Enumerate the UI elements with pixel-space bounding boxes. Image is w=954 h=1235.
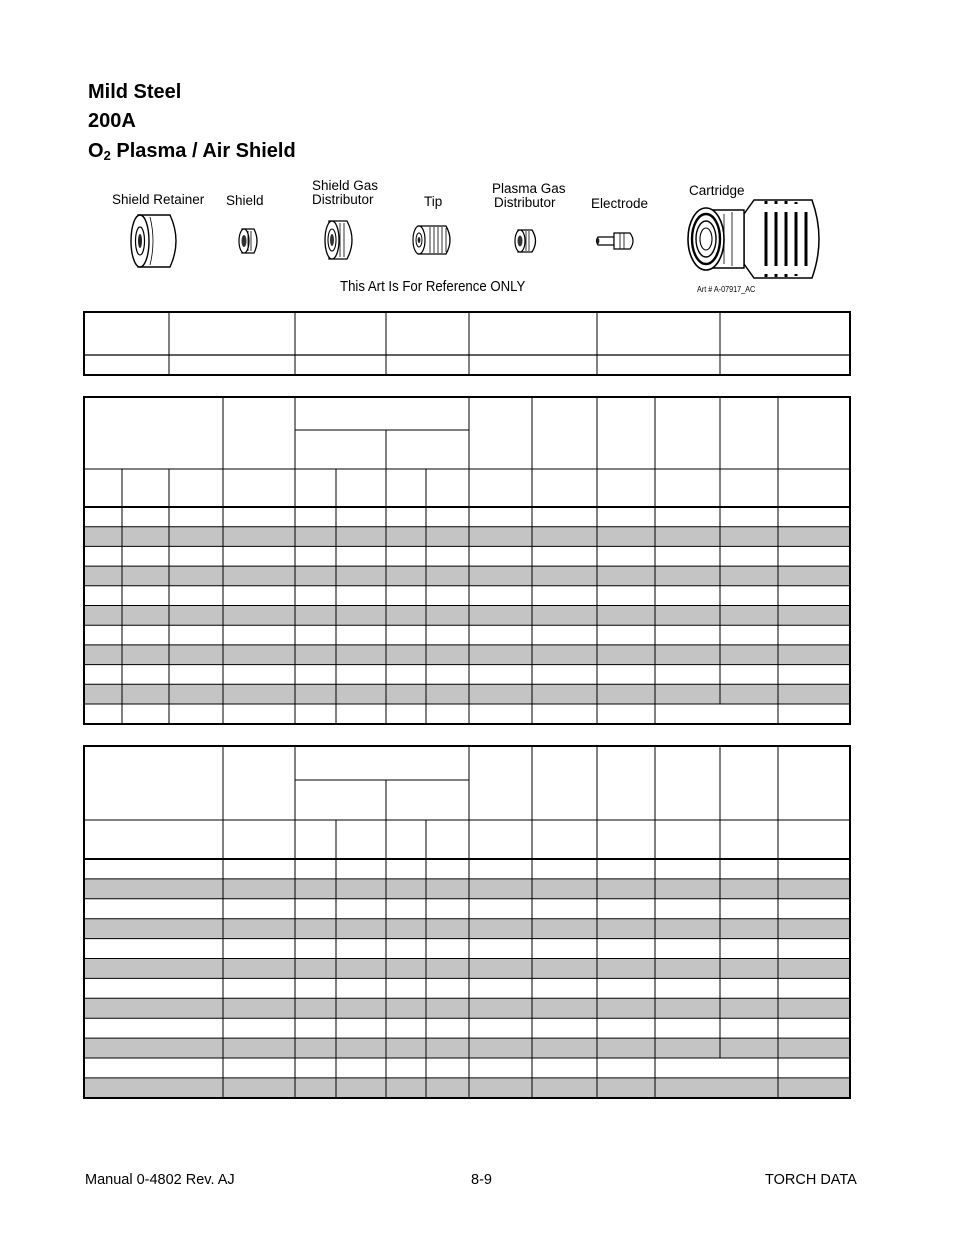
- cut-chart-metric-shaded-row: [84, 645, 850, 665]
- label-cartridge: Cartridge: [689, 183, 745, 198]
- cut-chart-metric-shaded-row: [84, 606, 850, 626]
- label-tip: Tip: [424, 194, 443, 209]
- label-shield-gas-distributor-line1: Shield Gas: [312, 178, 379, 193]
- label-electrode: Electrode: [591, 196, 649, 211]
- cut-chart-metric-shaded-row: [84, 566, 850, 586]
- label-plasma-gas-distributor-line2: Distributor: [494, 195, 556, 210]
- art-number: Art # A-07917_AC: [697, 284, 756, 294]
- cut-chart-metric-shaded-row: [84, 527, 850, 547]
- cut-chart-metric-border: [84, 397, 850, 724]
- label-shield: Shield: [226, 193, 264, 208]
- cut-chart-imperial-shaded-row: [84, 879, 850, 899]
- cut-chart-imperial-shaded-row: [84, 1038, 850, 1058]
- title-amperage: 200A: [88, 110, 136, 132]
- cut-chart-imperial-shaded-row: [84, 1078, 850, 1098]
- label-shield-retainer: Shield Retainer: [112, 192, 205, 207]
- parts-table-border: [84, 312, 850, 375]
- footer-section-title: TORCH DATA: [765, 1172, 857, 1188]
- cut-chart-metric-shaded-row: [84, 684, 850, 704]
- footer-manual-number: Manual 0-4802 Rev. AJ: [85, 1172, 235, 1188]
- title-gas-process: $O_2$ Plasma / Air Shield: [88, 140, 296, 163]
- title-material: Mild Steel: [88, 81, 182, 103]
- label-plasma-gas-distributor-line1: Plasma Gas: [492, 181, 566, 196]
- footer-page-number: 8-9: [471, 1172, 492, 1188]
- cut-chart-imperial-shaded-row: [84, 998, 850, 1018]
- cut-chart-imperial-shaded-row: [84, 959, 850, 979]
- cut-chart-imperial-shaded-row: [84, 919, 850, 939]
- label-shield-gas-distributor-line2: Distributor: [312, 192, 374, 207]
- reference-note: This Art Is For Reference ONLY: [340, 278, 526, 295]
